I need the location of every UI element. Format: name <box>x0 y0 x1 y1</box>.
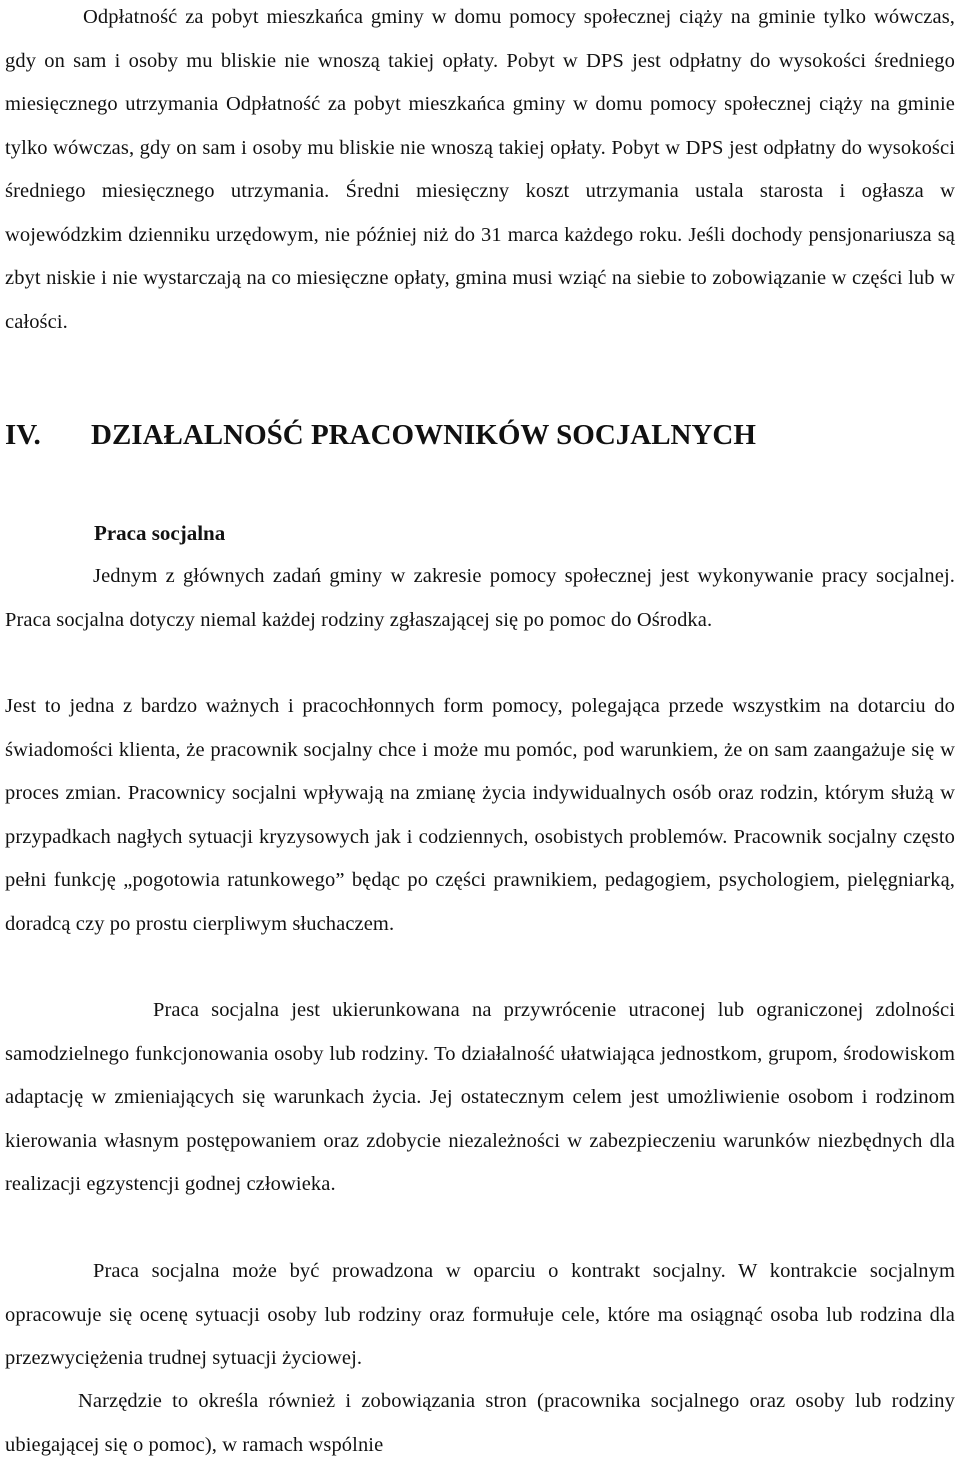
paragraph-tool-obligations: Narzędzie to określa również i zobowiązania stron (pracownika socjalnego oraz osoby lub rodziny ubiegającej się o pomoc), w ramach wspólnie <box>5 1390 955 1456</box>
section-heading <box>5 410 955 460</box>
section-title: DZIAŁALNOŚĆ PRACOWNIKÓW SOCJALNYCH <box>91 419 756 451</box>
paragraph-social-contract: Praca socjalna może być prowadzona w oparciu o kontrakt socjalny. W kontrakcie socjalnym opracowuje się ocenę sytuacji osoby lub rodziny oraz formułuje cele, które ma osiągnąć osoba lub rodzina dla przezwyciężenia trudnej sytuacji życiowej. <box>5 1260 955 1369</box>
paragraph-social-work-form: Jest to jedna z bardzo ważnych i pracochłonnych form pomocy, polegająca przede wszystkim na dotarciu do świadomości klienta, że pracownik socjalny chce i może mu pomóc, pod warunkiem, że on sam zaangażuje się w proces zmian. Pracownicy socjalni wpływają na zmianę życia indywidualnych osób oraz rodzin, którym służą w przypadkach nagłych sytuacji kryzysowych jak i codziennych, osobistych problemów. Pracownik socjalny często pełni funkcję „pogotowia ratunkowego” będąc po części prawnikiem, pedagogiem, psychologiem, pielęgniarką, doradcą czy po prostu cierpliwym słuchaczem. <box>5 695 955 935</box>
paragraph-dps-fees: Odpłatność za pobyt mieszkańca gminy w domu pomocy społecznej ciąży na gminie tylko wówczas, gdy on sam i osoby mu bliskie nie wnoszą takiej opłaty. Pobyt w DPS jest odpłatny do wysokości średniego miesięcznego utrzymania Odpłatność za pobyt mieszkańca gminy w domu pomocy społecznej ciąży na gminie tylko wówczas, gdy on sam i osoby mu bliskie nie wnoszą takiej opłaty. Pobyt w DPS jest odpłatny do wysokości średniego miesięcznego utrzymania. Średni miesięczny koszt utrzymania ustala starosta i ogłasza w wojewódzkim dzienniku urzędowym, nie później niż do 31 marca każdego roku. Jeśli dochody pensjonariusza są zbyt niskie i nie wystarczają na co miesięczne opłaty, gmina musi wziąć na siebie to zobowiązanie w części lub w całości. <box>5 6 955 333</box>
paragraph-social-work-goal: Praca socjalna jest ukierunkowana na przywrócenie utraconej lub ograniczonej zdolności samodzielnego funkcjonowania osoby lub rodziny. To działalność ułatwiająca jednostkom, grupom, środowiskom adaptację w zmieniających się warunkach życia. Jej ostatecznym celem jest umożliwienie osobom i rodzinom kierowania własnym postępowaniem oraz zdobycie niezależności w zabezpieczeniu warunków niezbędnych dla realizacji egzystencji godnej człowieka. <box>5 999 955 1195</box>
paragraph-main-tasks: Jednym z głównych zadań gminy w zakresie pomocy społecznej jest wykonywanie pracy socjalnej. Praca socjalna dotyczy niemal każdej rodziny zgłaszającej się po pomoc do Ośrodka. <box>5 565 955 631</box>
section-number: IV. <box>5 419 41 451</box>
subheading-praca-socjalna: Praca socjalna <box>94 521 226 545</box>
